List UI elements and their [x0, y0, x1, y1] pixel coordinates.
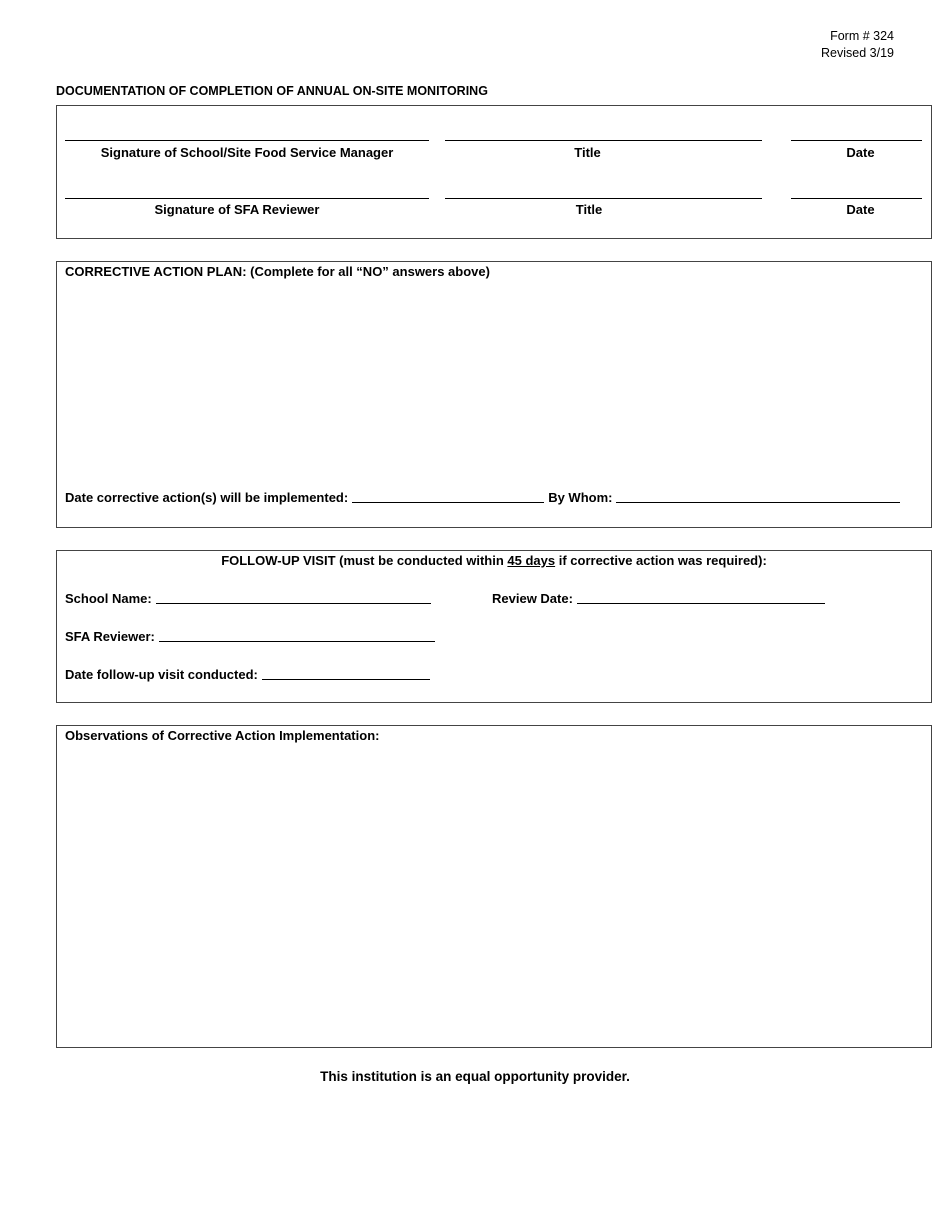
date-conducted-label: Date follow-up visit conducted:	[65, 667, 258, 682]
review-date-line[interactable]	[577, 603, 825, 604]
sfa-reviewer-label: SFA Reviewer:	[65, 629, 155, 644]
implementation-date-line[interactable]	[352, 502, 544, 503]
by-whom-line[interactable]	[616, 502, 900, 503]
corrective-action-heading: CORRECTIVE ACTION PLAN: (Complete for all “NO” answers above)	[65, 264, 490, 279]
date-conducted-line[interactable]	[262, 679, 430, 680]
reviewer-title-label: Title	[575, 202, 603, 217]
observations-heading: Observations of Corrective Action Implementation:	[65, 728, 380, 743]
manager-signature-line[interactable]	[65, 140, 429, 141]
reviewer-title-line[interactable]	[445, 198, 762, 199]
follow-up-heading-text: FOLLOW-UP VISIT (must be conducted within	[221, 553, 508, 568]
reviewer-signature-label: Signature of SFA Reviewer	[154, 202, 320, 217]
sfa-reviewer-line[interactable]	[159, 641, 435, 642]
follow-up-heading	[57, 553, 931, 568]
manager-title-line[interactable]	[445, 140, 762, 141]
reviewer-signature-line[interactable]	[65, 198, 429, 199]
school-name-label: School Name:	[65, 591, 152, 606]
manager-signature-label: Signature of School/Site Food Service Manager	[100, 145, 394, 160]
implementation-row	[65, 490, 900, 505]
by-whom-label: By Whom:	[548, 490, 613, 505]
sfa-reviewer-row	[65, 629, 435, 644]
document-title: DOCUMENTATION OF COMPLETION OF ANNUAL ON-SITE MONITORING	[56, 84, 488, 98]
review-date-label: Review Date:	[492, 591, 573, 606]
manager-date-label: Date	[846, 145, 875, 160]
revised-date: Revised 3/19	[821, 46, 894, 60]
observations-section	[56, 725, 932, 1048]
school-name-row	[65, 591, 431, 606]
school-name-line[interactable]	[156, 603, 431, 604]
form-meta	[821, 28, 894, 62]
manager-title-label: Title	[574, 145, 601, 160]
reviewer-date-line[interactable]	[791, 198, 922, 199]
follow-up-heading-text-end: if corrective action was required):	[555, 553, 767, 568]
form-number: Form # 324	[830, 29, 894, 43]
signature-section	[56, 105, 932, 239]
corrective-action-section	[56, 261, 932, 528]
review-date-row	[492, 591, 825, 606]
follow-up-days: 45 days	[507, 553, 556, 568]
implementation-date-label: Date corrective action(s) will be implemented:	[65, 490, 349, 505]
manager-date-line[interactable]	[791, 140, 922, 141]
follow-up-section	[56, 550, 932, 703]
equal-opportunity-statement: This institution is an equal opportunity provider.	[320, 1069, 630, 1084]
date-conducted-row	[65, 667, 430, 682]
reviewer-date-label: Date	[846, 202, 875, 217]
